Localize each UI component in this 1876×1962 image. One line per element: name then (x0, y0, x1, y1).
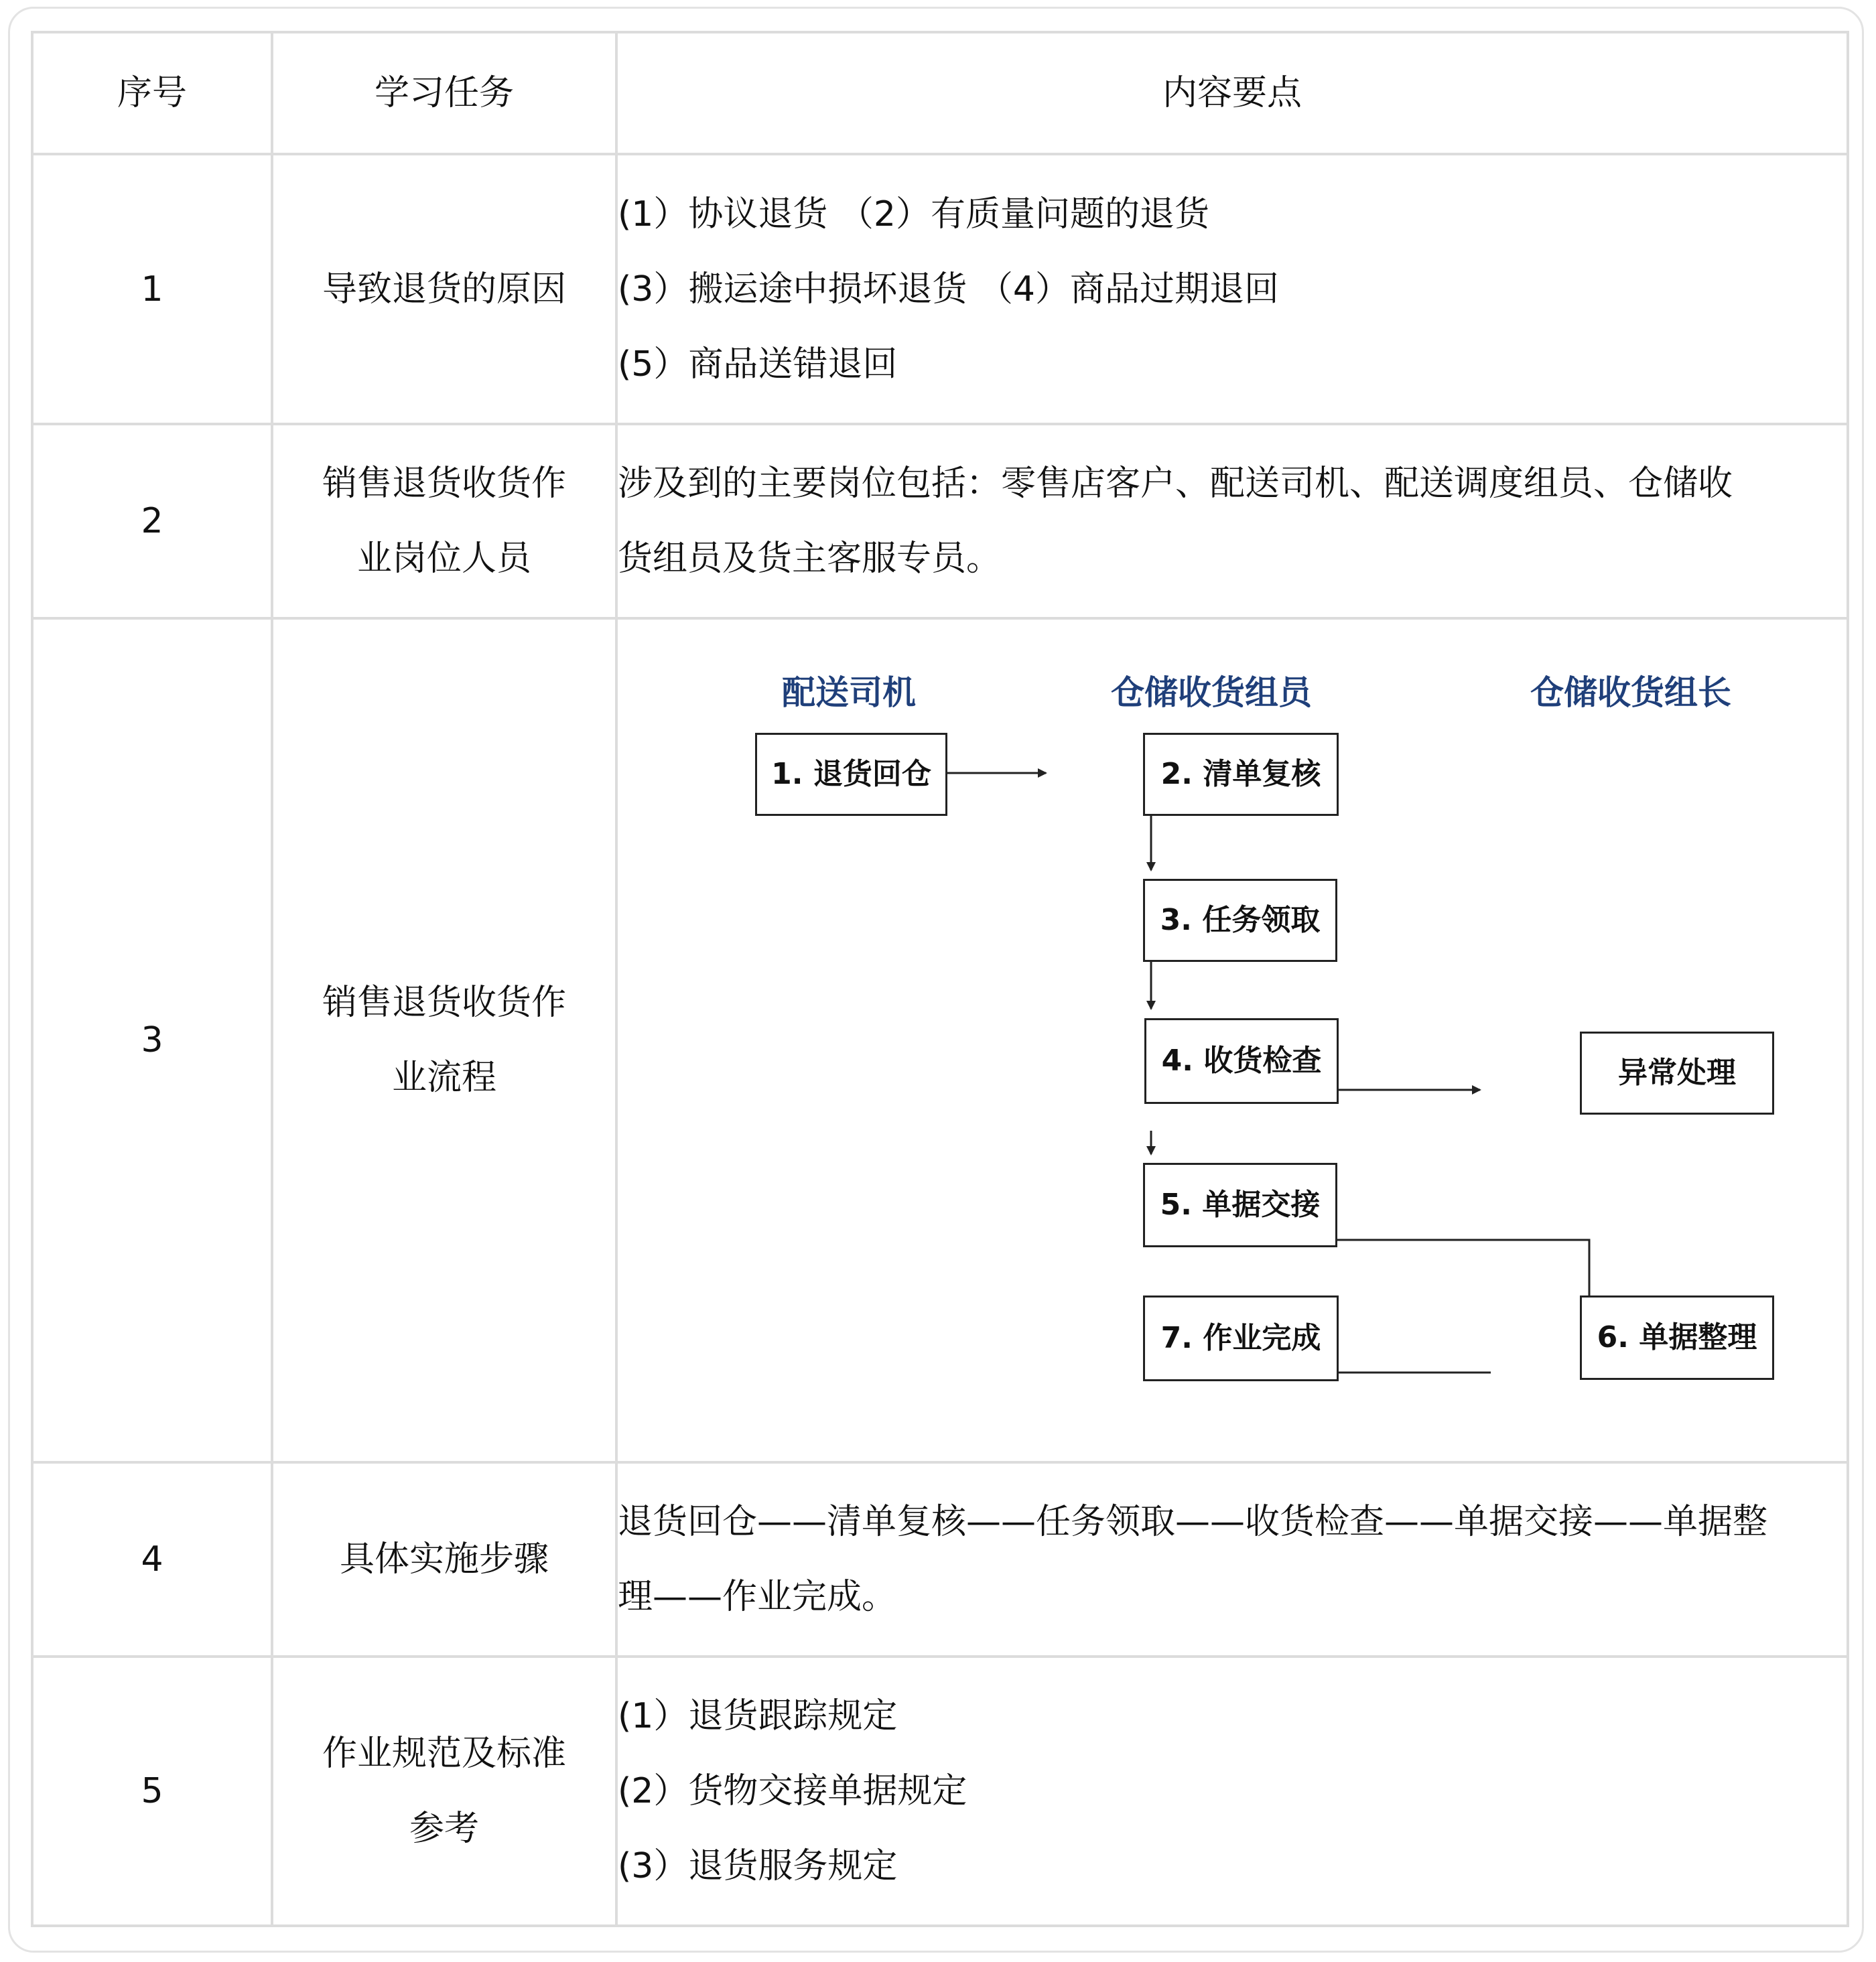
content-line: (5）商品送错退回 (618, 344, 898, 384)
header-content: 内容要点 (616, 32, 1848, 154)
content-line: 理——作业完成。 (618, 1577, 897, 1617)
lane-driver: 配送司机 (782, 673, 916, 712)
step-exception-handling: 异常处理 (1580, 1032, 1774, 1115)
row-content (616, 424, 1848, 618)
step-document-sorting: 6. 单据整理 (1580, 1295, 1774, 1380)
row-content (616, 1657, 1848, 1926)
step-list-review: 2. 清单复核 (1143, 733, 1339, 816)
content-line: 涉及到的主要岗位包括：零售店客户、配送司机、配送调度组员、仓储收 (618, 464, 1733, 504)
table-row (32, 618, 1848, 1462)
row-task (272, 424, 616, 618)
lane-receiving-member: 仓储收货组员 (1111, 673, 1312, 712)
row-task (272, 618, 616, 1462)
table-row (32, 154, 1848, 424)
row-no: 4 (32, 1462, 272, 1657)
table-row (32, 1657, 1848, 1926)
task-line: 业流程 (391, 1058, 496, 1098)
row-task (272, 1657, 616, 1926)
table-header-row (32, 32, 1848, 154)
step-task-complete: 7. 作业完成 (1143, 1295, 1339, 1381)
content-line: (3）退货服务规定 (618, 1846, 898, 1886)
row-no: 2 (32, 424, 272, 618)
study-task-table (31, 31, 1849, 1927)
task-line: 销售退货收货作 (322, 464, 566, 504)
content-line: (1）协议退货 （2）有质量问题的退货 (618, 194, 1209, 234)
header-no: 序号 (32, 32, 272, 154)
content-line: 退货回仓——清单复核——任务领取——收货检查——单据交接——单据整 (618, 1502, 1768, 1542)
content-line: 货组员及货主客服专员。 (618, 539, 1002, 579)
step-document-handover: 5. 单据交接 (1143, 1163, 1337, 1247)
table-row (32, 1462, 1848, 1657)
row-no: 5 (32, 1657, 272, 1926)
task-line: 销售退货收货作 (322, 983, 566, 1023)
row-task: 具体实施步骤 (272, 1462, 616, 1657)
row-task: 导致退货的原因 (272, 154, 616, 424)
step-receiving-inspection: 4. 收货检查 (1144, 1018, 1339, 1104)
return-receiving-flowchart (665, 620, 1871, 1461)
flowchart-cell (616, 618, 1848, 1462)
task-line: 参考 (409, 1809, 479, 1849)
content-line: (1）退货跟踪规定 (618, 1696, 898, 1736)
lane-receiving-leader: 仓储收货组长 (1530, 673, 1731, 712)
task-line: 业岗位人员 (356, 539, 531, 579)
row-content (616, 1462, 1848, 1657)
content-line: (3）搬运途中损坏退货 （4）商品过期退回 (618, 269, 1279, 309)
row-content (616, 154, 1848, 424)
step-return-to-warehouse: 1. 退货回仓 (755, 733, 947, 816)
header-task: 学习任务 (272, 32, 616, 154)
content-line: (2）货物交接单据规定 (618, 1771, 967, 1811)
table-row (32, 424, 1848, 618)
row-no: 3 (32, 618, 272, 1462)
task-line: 作业规范及标准 (322, 1734, 566, 1774)
step-task-claim: 3. 任务领取 (1143, 879, 1337, 962)
row-no: 1 (32, 154, 272, 424)
